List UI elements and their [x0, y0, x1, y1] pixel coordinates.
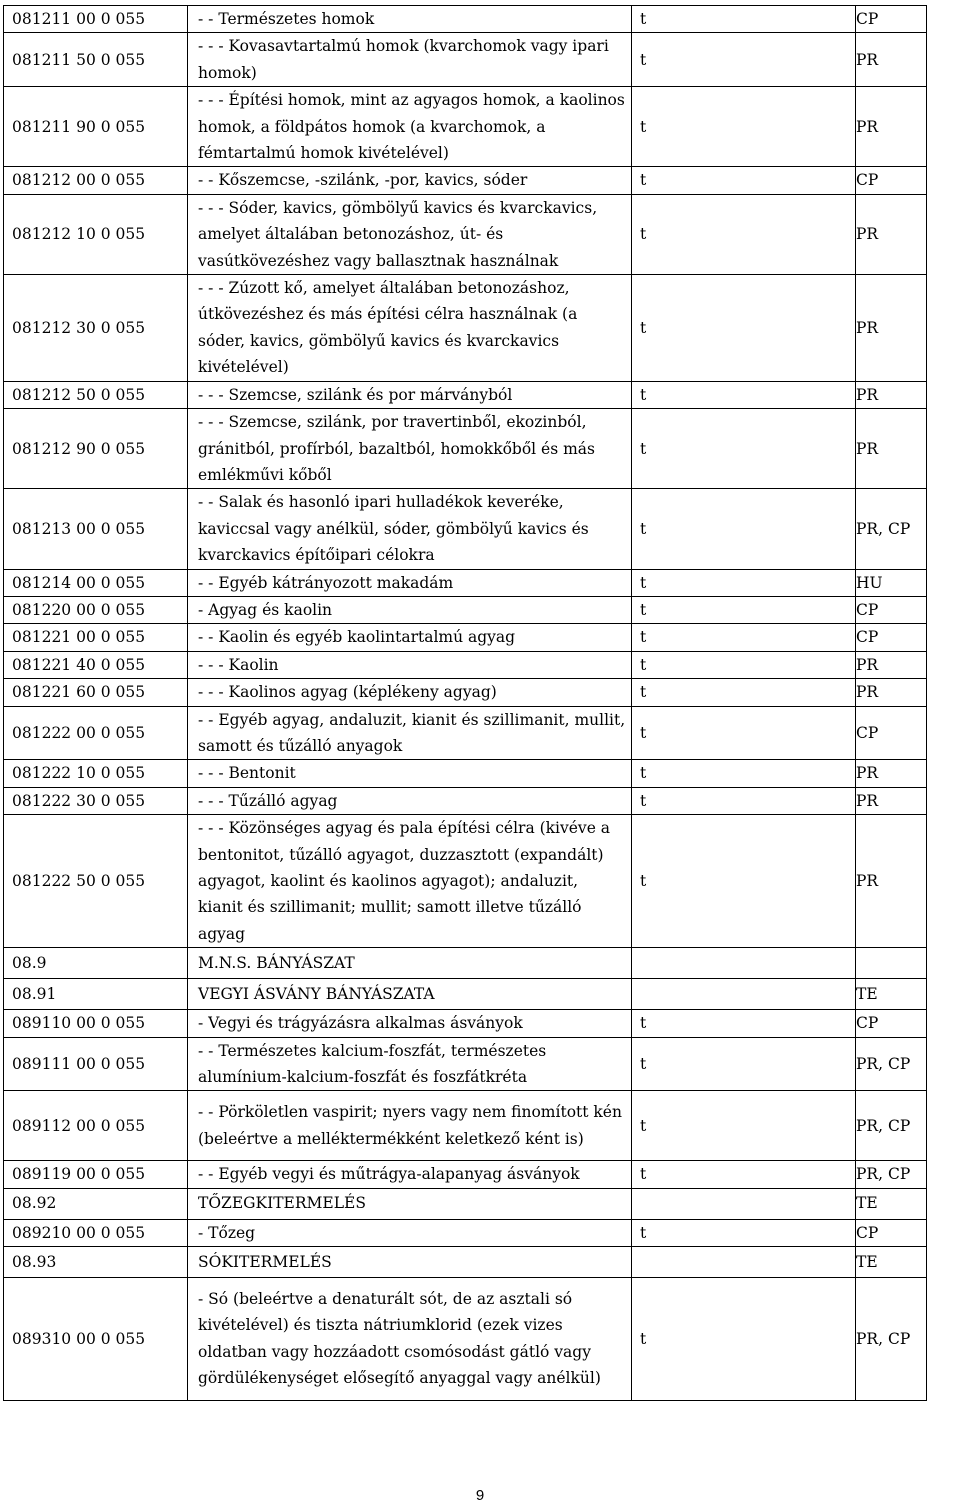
code-cell: 089210 00 0 055: [4, 1219, 188, 1246]
description-cell: - Tőzeg: [188, 1219, 632, 1246]
unit-cell: t: [632, 760, 856, 787]
table-row: [4, 1091, 927, 1161]
status-cell: PR: [856, 787, 927, 814]
description-cell: - - - Szemcse, szilánk és por márványból: [188, 381, 632, 408]
table-row: [4, 787, 927, 814]
code-cell: 081221 00 0 055: [4, 624, 188, 651]
code-cell: 08.9: [4, 948, 188, 979]
unit-cell: t: [632, 679, 856, 706]
section-row: [4, 1247, 927, 1278]
status-cell: PR, CP: [856, 489, 927, 569]
status-cell: CP: [856, 167, 927, 194]
status-cell: CP: [856, 1010, 927, 1037]
description-cell: - - Egyéb agyag, andaluzit, kianit és szillimanit, mullit, samott és tűzálló anyagok: [188, 706, 632, 760]
table-row: [4, 596, 927, 623]
code-cell: 08.92: [4, 1188, 188, 1219]
status-cell: HU: [856, 569, 927, 596]
description-cell: - Agyag és kaolin: [188, 596, 632, 623]
code-cell: 081212 50 0 055: [4, 381, 188, 408]
code-cell: 08.91: [4, 979, 188, 1010]
page-number: 9: [475, 1487, 485, 1504]
code-cell: 081211 90 0 055: [4, 87, 188, 167]
unit-cell: t: [632, 706, 856, 760]
code-cell: 081222 50 0 055: [4, 815, 188, 948]
unit-cell: t: [632, 6, 856, 33]
unit-cell: [632, 979, 856, 1010]
table-row: [4, 679, 927, 706]
description-cell: VEGYI ÁSVÁNY BÁNYÁSZATA: [188, 979, 632, 1010]
unit-cell: t: [632, 167, 856, 194]
unit-cell: t: [632, 489, 856, 569]
status-cell: CP: [856, 6, 927, 33]
table-row: [4, 6, 927, 33]
description-cell: - - Egyéb vegyi és műtrágya-alapanyag ásványok: [188, 1161, 632, 1188]
status-cell: PR: [856, 381, 927, 408]
table-row: [4, 381, 927, 408]
unit-cell: t: [632, 569, 856, 596]
code-cell: 081212 10 0 055: [4, 194, 188, 274]
code-cell: 081214 00 0 055: [4, 569, 188, 596]
code-cell: 081213 00 0 055: [4, 489, 188, 569]
description-cell: - - - Bentonit: [188, 760, 632, 787]
code-cell: 089112 00 0 055: [4, 1091, 188, 1161]
description-cell: - - - Kaolinos agyag (képlékeny agyag): [188, 679, 632, 706]
code-cell: 081222 30 0 055: [4, 787, 188, 814]
description-cell: - - - Kovasavtartalmú homok (kvarchomok vagy ipari homok): [188, 33, 632, 87]
table-row: [4, 624, 927, 651]
description-cell: - - Kaolin és egyéb kaolintartalmú agyag: [188, 624, 632, 651]
status-cell: PR, CP: [856, 1037, 927, 1091]
table-row: [4, 569, 927, 596]
code-cell: 089310 00 0 055: [4, 1278, 188, 1401]
description-cell: - - - Közönséges agyag és pala építési célra (kivéve a bentonitot, tűzálló agyagot, duzzasztott (expandált) agyagot, kaolint és kaolinos agyagot); andaluzit, kianit és szillimanit; mullit; samott illetve tűzálló agyag: [188, 815, 632, 948]
unit-cell: t: [632, 1037, 856, 1091]
unit-cell: t: [632, 651, 856, 678]
code-cell: 081220 00 0 055: [4, 596, 188, 623]
description-cell: - - Természetes kalcium-foszfát, természetes alumínium-kalcium-foszfát és foszfátkréta: [188, 1037, 632, 1091]
unit-cell: [632, 1247, 856, 1278]
unit-cell: t: [632, 815, 856, 948]
code-cell: 081212 30 0 055: [4, 275, 188, 382]
table-row: [4, 194, 927, 274]
table-row: [4, 167, 927, 194]
description-cell: - Só (beleértve a denaturált sót, de az asztali só kivételével) és tiszta nátriumklorid (ezek vizes oldatban vagy hozzáadott csomósodást gátló vagy gördülékenységet elősegítő anyaggal vagy anélkül): [188, 1278, 632, 1401]
description-cell: - - Kőszemcse, -szilánk, -por, kavics, sóder: [188, 167, 632, 194]
code-cell: 081212 00 0 055: [4, 167, 188, 194]
unit-cell: t: [632, 194, 856, 274]
unit-cell: t: [632, 624, 856, 651]
status-cell: PR: [856, 87, 927, 167]
table-row: [4, 409, 927, 489]
table-row: [4, 760, 927, 787]
table-row: [4, 1037, 927, 1091]
description-cell: M.N.S. BÁNYÁSZAT: [188, 948, 632, 979]
code-cell: 089110 00 0 055: [4, 1010, 188, 1037]
code-cell: 081222 10 0 055: [4, 760, 188, 787]
status-cell: CP: [856, 1219, 927, 1246]
section-row: [4, 979, 927, 1010]
status-cell: [856, 948, 927, 979]
code-cell: 081222 00 0 055: [4, 706, 188, 760]
code-cell: 081212 90 0 055: [4, 409, 188, 489]
unit-cell: t: [632, 381, 856, 408]
description-cell: - - - Zúzott kő, amelyet általában betonozáshoz, útkövezéshez és más építési célra használnak (a sóder, kavics, gömbölyű kavics és kvarckavics kivételével): [188, 275, 632, 382]
table-row: [4, 1278, 927, 1401]
table-row: [4, 489, 927, 569]
unit-cell: t: [632, 596, 856, 623]
section-row: [4, 1188, 927, 1219]
status-cell: TE: [856, 1188, 927, 1219]
status-cell: TE: [856, 979, 927, 1010]
table-row: [4, 87, 927, 167]
status-cell: PR: [856, 651, 927, 678]
unit-cell: [632, 948, 856, 979]
description-cell: - - - Tűzálló agyag: [188, 787, 632, 814]
status-cell: PR: [856, 679, 927, 706]
status-cell: PR: [856, 760, 927, 787]
description-cell: - - Salak és hasonló ipari hulladékok keveréke, kaviccsal vagy anélkül, sóder, gömbölyű kavics és kvarckavics építőipari célokra: [188, 489, 632, 569]
status-cell: PR: [856, 33, 927, 87]
table-row: [4, 275, 927, 382]
status-cell: TE: [856, 1247, 927, 1278]
status-cell: PR, CP: [856, 1091, 927, 1161]
status-cell: PR: [856, 194, 927, 274]
code-cell: 081221 60 0 055: [4, 679, 188, 706]
description-cell: - - Természetes homok: [188, 6, 632, 33]
description-cell: TŐZEGKITERMELÉS: [188, 1188, 632, 1219]
unit-cell: t: [632, 1219, 856, 1246]
status-cell: PR, CP: [856, 1161, 927, 1188]
status-cell: CP: [856, 596, 927, 623]
section-row: [4, 948, 927, 979]
unit-cell: t: [632, 1091, 856, 1161]
status-cell: PR: [856, 815, 927, 948]
table-row: [4, 1161, 927, 1188]
code-cell: 089111 00 0 055: [4, 1037, 188, 1091]
code-cell: 089119 00 0 055: [4, 1161, 188, 1188]
unit-cell: t: [632, 33, 856, 87]
description-cell: - - Pörköletlen vaspirit; nyers vagy nem finomított kén (beleértve a melléktermékként keletkező ként is): [188, 1091, 632, 1161]
code-cell: 081211 50 0 055: [4, 33, 188, 87]
description-cell: - Vegyi és trágyázásra alkalmas ásványok: [188, 1010, 632, 1037]
description-cell: SÓKITERMELÉS: [188, 1247, 632, 1278]
description-cell: - - - Építési homok, mint az agyagos homok, a kaolinos homok, a földpátos homok (a kvarchomok, a fémtartalmú homok kivételével): [188, 87, 632, 167]
unit-cell: t: [632, 1161, 856, 1188]
table-row: [4, 815, 927, 948]
product-code-table: [3, 5, 927, 1401]
status-cell: PR: [856, 275, 927, 382]
code-cell: 08.93: [4, 1247, 188, 1278]
unit-cell: t: [632, 1010, 856, 1037]
table-row: [4, 33, 927, 87]
code-cell: 081211 00 0 055: [4, 6, 188, 33]
status-cell: PR: [856, 409, 927, 489]
code-cell: 081221 40 0 055: [4, 651, 188, 678]
table-row: [4, 1219, 927, 1246]
unit-cell: t: [632, 409, 856, 489]
description-cell: - - - Sóder, kavics, gömbölyű kavics és kvarckavics, amelyet általában betonozáshoz, út- és vasútkövezéshez vagy ballasztnak használnak: [188, 194, 632, 274]
unit-cell: t: [632, 787, 856, 814]
status-cell: PR, CP: [856, 1278, 927, 1401]
unit-cell: t: [632, 1278, 856, 1401]
unit-cell: t: [632, 87, 856, 167]
description-cell: - - Egyéb kátrányozott makadám: [188, 569, 632, 596]
status-cell: CP: [856, 706, 927, 760]
table-row: [4, 1010, 927, 1037]
status-cell: CP: [856, 624, 927, 651]
unit-cell: [632, 1188, 856, 1219]
description-cell: - - - Szemcse, szilánk, por travertinből, ekozinból, gránitból, profírból, bazaltból, homokkőből és más emlékművi kőből: [188, 409, 632, 489]
table-row: [4, 706, 927, 760]
description-cell: - - - Kaolin: [188, 651, 632, 678]
unit-cell: t: [632, 275, 856, 382]
table-row: [4, 651, 927, 678]
